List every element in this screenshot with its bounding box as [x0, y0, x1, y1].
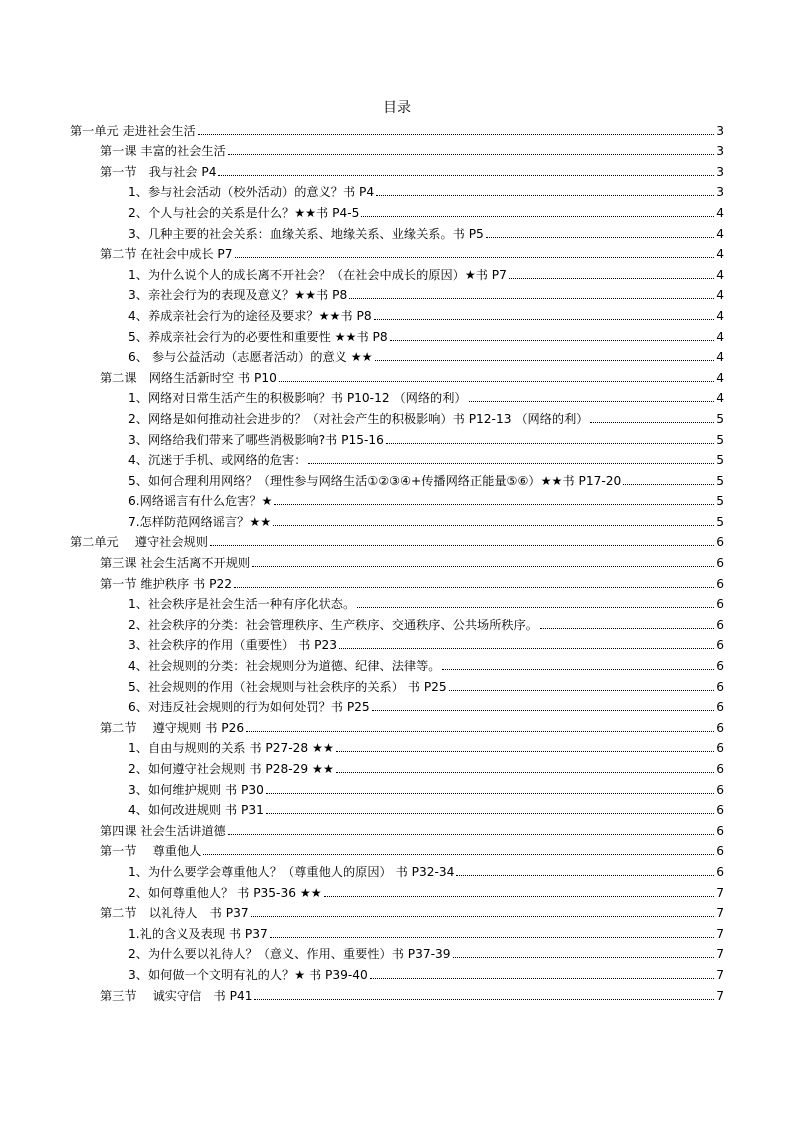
toc-entry-text: 3、如何维护规则 书 P30: [128, 782, 264, 797]
dot-leader: [361, 216, 714, 217]
toc-entry[interactable]: [70, 303, 724, 324]
toc-page-number: 6: [716, 803, 724, 818]
toc-entry[interactable]: [70, 736, 724, 757]
toc-entry-text: 4、如何改进规则 书 P31: [128, 803, 264, 818]
toc-entry-text: 3、几种主要的社会关系：血缘关系、地缘关系、业缘关系。书 P5: [128, 226, 484, 241]
toc-entry[interactable]: [70, 180, 724, 201]
toc-entry[interactable]: [70, 365, 724, 386]
toc-entry[interactable]: [70, 530, 724, 551]
toc-entry-text: 5、社会规则的作用（社会规则与社会秩序的关系） 书 P25: [128, 679, 447, 694]
toc-page-number: 3: [716, 123, 724, 138]
table-of-contents: [70, 118, 724, 1004]
toc-entry-text: 2、个人与社会的关系是什么？★★书 P4-5: [128, 205, 360, 220]
toc-entry[interactable]: [70, 839, 724, 860]
toc-entry[interactable]: [70, 715, 724, 736]
toc-page-number: 6: [716, 864, 724, 879]
toc-page-number: 3: [716, 144, 724, 159]
dot-leader: [254, 999, 714, 1000]
dot-leader: [246, 731, 714, 732]
toc-entry[interactable]: [70, 859, 724, 880]
toc-entry[interactable]: [70, 550, 724, 571]
toc-page-number: 6: [716, 720, 724, 735]
dot-leader: [486, 237, 714, 238]
toc-entry-text: 2、社会秩序的分类：社会管理秩序、生产秩序、交通秩序、公共场所秩序。: [128, 617, 538, 632]
toc-entry[interactable]: [70, 262, 724, 283]
toc-page-number: 7: [716, 885, 724, 900]
toc-page-number: 6: [716, 576, 724, 591]
toc-page-number: 6: [716, 638, 724, 653]
toc-entry-text: 第三课 社会生活离不开规则: [100, 556, 251, 571]
toc-page-number: 6: [716, 700, 724, 715]
toc-title: 目录: [383, 100, 411, 116]
toc-page-number: 5: [716, 453, 724, 468]
toc-entry-text: 第一节 尊重他人: [100, 844, 202, 859]
toc-entry-text: 第一课 丰富的社会生活: [100, 144, 226, 159]
dot-leader: [370, 978, 714, 979]
toc-page-number: 6: [716, 659, 724, 674]
toc-page-number: 4: [716, 226, 724, 241]
toc-entry-text: 第二单元 遵守社会规则: [70, 535, 208, 550]
dot-leader: [279, 381, 714, 382]
toc-page-number: 6: [716, 597, 724, 612]
toc-entry[interactable]: [70, 427, 724, 448]
dot-leader: [203, 854, 714, 855]
toc-entry-text: 3、网络给我们带来了哪些消极影响?书 P15-16: [128, 432, 384, 447]
toc-page-number: 5: [716, 514, 724, 529]
toc-page-number: 7: [716, 988, 724, 1003]
toc-entry[interactable]: [70, 139, 724, 160]
toc-page-number: 4: [716, 205, 724, 220]
toc-page-number: 5: [716, 411, 724, 426]
dot-leader: [336, 751, 714, 752]
dot-leader: [234, 587, 714, 588]
toc-entry[interactable]: [70, 756, 724, 777]
dot-leader: [228, 154, 714, 155]
dot-leader: [210, 545, 714, 546]
toc-entry[interactable]: [70, 962, 724, 983]
toc-page-number: 7: [716, 906, 724, 921]
toc-entry[interactable]: [70, 118, 724, 139]
toc-entry-text: 1、网络对日常生活产生的积极影响？书 P10-12 （网络的利）: [128, 391, 467, 406]
dot-leader: [372, 710, 715, 711]
toc-entry-text: 2、如何遵守社会规则 书 P28-29 ★★: [128, 762, 334, 776]
toc-page-number: 6: [716, 823, 724, 838]
toc-page-number: 4: [716, 308, 724, 323]
toc-page-number: 6: [716, 782, 724, 797]
toc-page-number: 4: [716, 247, 724, 262]
toc-entry[interactable]: [70, 509, 724, 530]
dot-leader: [336, 772, 714, 773]
toc-entry-text: 6、对违反社会规则的行为如何处罚？书 P25: [128, 700, 370, 715]
toc-page-number: 4: [716, 329, 724, 344]
dot-leader: [590, 422, 714, 423]
toc-entry[interactable]: [70, 942, 724, 963]
dot-leader: [442, 669, 714, 670]
toc-entry-text: 第二节 在社会中成长 P7: [100, 247, 233, 262]
toc-entry[interactable]: [70, 901, 724, 922]
dot-leader: [218, 175, 714, 176]
toc-page-number: 7: [716, 967, 724, 982]
toc-entry[interactable]: [70, 489, 724, 510]
toc-entry-text: 1、社会秩序是社会生活一种有序化状态。: [128, 597, 356, 612]
toc-entry[interactable]: [70, 324, 724, 345]
toc-entry[interactable]: [70, 592, 724, 613]
toc-entry-text: 第一节 维护秩序 书 P22: [100, 576, 232, 591]
toc-entry[interactable]: [70, 386, 724, 407]
toc-entry-text: 1.礼的含义及表现 书 P37: [128, 926, 268, 941]
dot-leader: [375, 360, 715, 361]
toc-entry-text: 2、如何尊重他人？ 书 P35-36 ★★: [128, 885, 322, 900]
dot-leader: [324, 896, 715, 897]
toc-page-number: 7: [716, 947, 724, 962]
toc-entry[interactable]: [70, 653, 724, 674]
toc-entry[interactable]: [70, 777, 724, 798]
toc-page-number: 4: [716, 288, 724, 303]
toc-page-number: 6: [716, 535, 724, 550]
toc-entry[interactable]: [70, 571, 724, 592]
dot-leader: [623, 484, 714, 485]
dot-leader: [449, 690, 715, 691]
dot-leader: [228, 834, 714, 835]
dot-leader: [339, 648, 714, 649]
toc-entry-text: 2、网络是如何推动社会进步的？（对社会产生的积极影响）书 P12-13 （网络的利）: [128, 411, 589, 426]
toc-entry[interactable]: [70, 818, 724, 839]
dot-leader: [376, 195, 714, 196]
dot-leader: [274, 504, 714, 505]
toc-entry-text: 第一节 我与社会 P4: [100, 164, 217, 179]
dot-leader: [509, 278, 714, 279]
toc-page-number: 6: [716, 762, 724, 776]
toc-entry-text: 5、养成亲社会行为的必要性和重要性 ★★书 P8: [128, 329, 388, 344]
toc-entry[interactable]: [70, 921, 724, 942]
toc-entry[interactable]: [70, 200, 724, 221]
dot-leader: [266, 813, 714, 814]
toc-page-number: 4: [716, 350, 724, 365]
dot-leader: [266, 793, 714, 794]
toc-entry[interactable]: [70, 283, 724, 304]
toc-entry[interactable]: [70, 468, 724, 489]
toc-entry-text: 3、如何做一个文明有礼的人？★ 书 P39-40: [128, 967, 368, 982]
toc-entry-text: 第二节 遵守规则 书 P26: [100, 720, 245, 735]
toc-entry-text: 第二课 网络生活新时空 书 P10: [100, 370, 277, 385]
toc-page-number: 3: [716, 164, 724, 179]
toc-entry-text: 6、 参与公益活动（志愿者活动）的意义 ★★: [128, 350, 373, 365]
dot-leader: [456, 875, 714, 876]
toc-entry-text: 3、亲社会行为的表现及意义？★★书 P8: [128, 288, 348, 303]
toc-entry[interactable]: [70, 983, 724, 1004]
dot-leader: [374, 319, 715, 320]
dot-leader: [390, 340, 715, 341]
dot-leader: [386, 443, 714, 444]
toc-entry-text: 2、为什么要以礼待人？（意义、作用、重要性）书 P37-39: [128, 947, 451, 962]
dot-leader: [469, 401, 715, 402]
toc-entry[interactable]: [70, 880, 724, 901]
toc-page-number: 5: [716, 432, 724, 447]
toc-entry-text: 第一单元 走进社会生活: [70, 123, 196, 138]
dot-leader: [308, 463, 714, 464]
dot-leader: [453, 957, 715, 958]
dot-leader: [198, 134, 714, 135]
toc-page-number: 3: [716, 185, 724, 200]
dot-leader: [235, 257, 715, 258]
toc-page-number: 6: [716, 844, 724, 859]
toc-entry[interactable]: [70, 695, 724, 716]
toc-entry-text: 第四课 社会生活讲道德: [100, 823, 226, 838]
toc-entry-text: 1、参与社会活动（校外活动）的意义？书 P4: [128, 185, 375, 200]
toc-page-number: 5: [716, 494, 724, 509]
toc-entry[interactable]: [70, 159, 724, 180]
toc-entry-text: 5、如何合理利用网络？（理性参与网络生活①②③④+传播网络正能量⑤⑥）★★书 P17-20: [128, 473, 622, 488]
dot-leader: [270, 937, 715, 938]
dot-leader: [540, 628, 714, 629]
toc-page-number: 6: [716, 679, 724, 694]
toc-entry[interactable]: [70, 612, 724, 633]
dot-leader: [252, 566, 714, 567]
toc-page-number: 4: [716, 267, 724, 282]
toc-page-number: 6: [716, 741, 724, 756]
toc-entry[interactable]: [70, 345, 724, 366]
toc-entry-text: 4、沉迷于手机、或网络的危害：: [128, 453, 307, 468]
toc-entry-text: 4、养成亲社会行为的途径及要求？★★书 P8: [128, 308, 372, 323]
dot-leader: [273, 525, 714, 526]
toc-entry-text: 1、自由与规则的关系 书 P27-28 ★★: [128, 741, 334, 756]
dot-leader: [357, 607, 714, 608]
toc-page-number: 4: [716, 391, 724, 406]
toc-entry[interactable]: [70, 448, 724, 469]
toc-page-number: 4: [716, 370, 724, 385]
toc-entry-text: 4、社会规则的分类：社会规则分为道德、纪律、法律等。: [128, 659, 441, 674]
toc-entry[interactable]: [70, 242, 724, 263]
toc-entry-text: 1、为什么要学会尊重他人？（尊重他人的原因） 书 P32-34: [128, 864, 455, 879]
toc-entry-text: 3、社会秩序的作用（重要性） 书 P23: [128, 638, 337, 653]
toc-page-number: 6: [716, 556, 724, 571]
toc-entry-text: 7.怎样防范网络谣言？★★: [128, 514, 272, 529]
toc-entry[interactable]: [70, 633, 724, 654]
toc-entry-text: 1、为什么说个人的成长离不开社会？（在社会中成长的原因）★书 P7: [128, 267, 507, 282]
toc-entry-text: 第二节 以礼待人 书 P37: [100, 906, 249, 921]
toc-page-number: 7: [716, 926, 724, 941]
toc-page-number: 5: [716, 473, 724, 488]
toc-entry[interactable]: [70, 674, 724, 695]
toc-entry-text: 6.网络谣言有什么危害？★: [128, 494, 273, 509]
toc-entry[interactable]: [70, 406, 724, 427]
dot-leader: [349, 298, 714, 299]
toc-entry-text: 第三节 诚实守信 书 P41: [100, 988, 253, 1003]
toc-entry[interactable]: [70, 798, 724, 819]
dot-leader: [251, 916, 715, 917]
toc-page-number: 6: [716, 617, 724, 632]
toc-entry[interactable]: [70, 221, 724, 242]
